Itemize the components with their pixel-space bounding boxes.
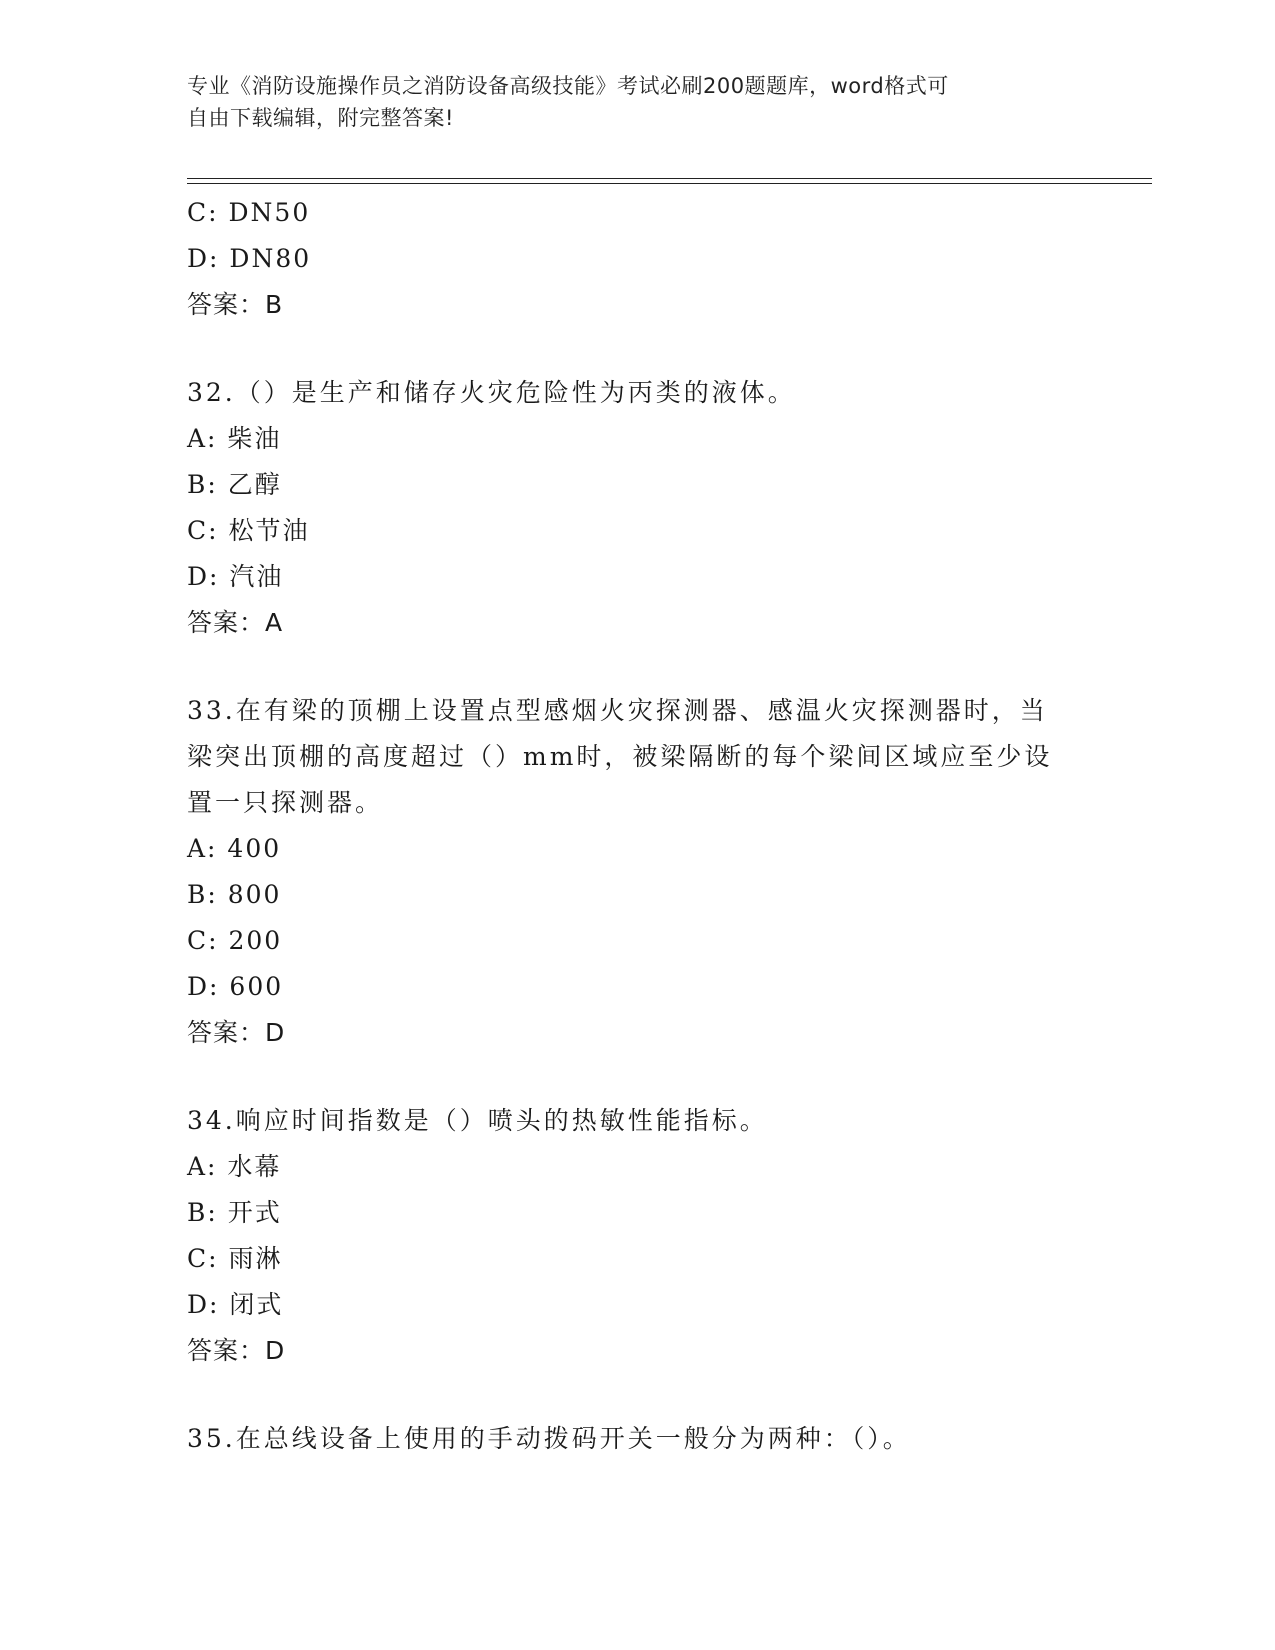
option-a: A: 水幕	[187, 1152, 282, 1181]
option-d: D: 汽油	[187, 562, 284, 591]
header-line-1: 专业《消防设施操作员之消防设备高级技能》考试必刷200题题库，word格式可	[187, 74, 949, 98]
header-line-2: 自由下载编辑，附完整答案!	[187, 106, 454, 130]
option-d: D: DN80	[187, 244, 312, 273]
question-31-tail	[187, 190, 1087, 328]
option-c: C: 200	[187, 926, 283, 955]
answer: 答案：D	[187, 1018, 286, 1047]
question-stem: 34.响应时间指数是（）喷头的热敏性能指标。	[187, 1106, 768, 1135]
question-stem: 35.在总线设备上使用的手动拨码开关一般分为两种：（）。	[187, 1424, 911, 1453]
answer: 答案：B	[187, 290, 284, 319]
question-stem-line-2: 梁突出顶棚的高度超过（）mm时，被梁隔断的每个梁间区域应至少设	[187, 742, 1053, 771]
page-header	[187, 70, 1067, 134]
answer: 答案：D	[187, 1336, 286, 1365]
question-33	[187, 688, 1087, 1056]
option-c: C: 松节油	[187, 516, 310, 545]
option-b: B: 800	[187, 880, 282, 909]
header-divider-bottom	[187, 183, 1152, 184]
option-c: C: 雨淋	[187, 1244, 283, 1273]
question-stem-line-1: 33.在有梁的顶棚上设置点型感烟火灾探测器、感温火灾探测器时，当	[187, 696, 1048, 725]
question-35	[187, 1416, 1087, 1462]
option-a: A: 柴油	[187, 424, 282, 453]
option-b: B: 开式	[187, 1198, 282, 1227]
question-32	[187, 370, 1087, 646]
answer: 答案：A	[187, 608, 284, 637]
option-a: A: 400	[187, 834, 282, 863]
question-34	[187, 1098, 1087, 1374]
option-d: D: 闭式	[187, 1290, 284, 1319]
header-divider-top	[187, 178, 1152, 179]
option-d: D: 600	[187, 972, 284, 1001]
option-b: B: 乙醇	[187, 470, 282, 499]
option-c: C: DN50	[187, 198, 311, 227]
question-stem-line-3: 置一只探测器。	[187, 788, 384, 817]
document-body	[187, 190, 1087, 1462]
question-stem: 32.（）是生产和储存火灾危险性为丙类的液体。	[187, 378, 796, 407]
